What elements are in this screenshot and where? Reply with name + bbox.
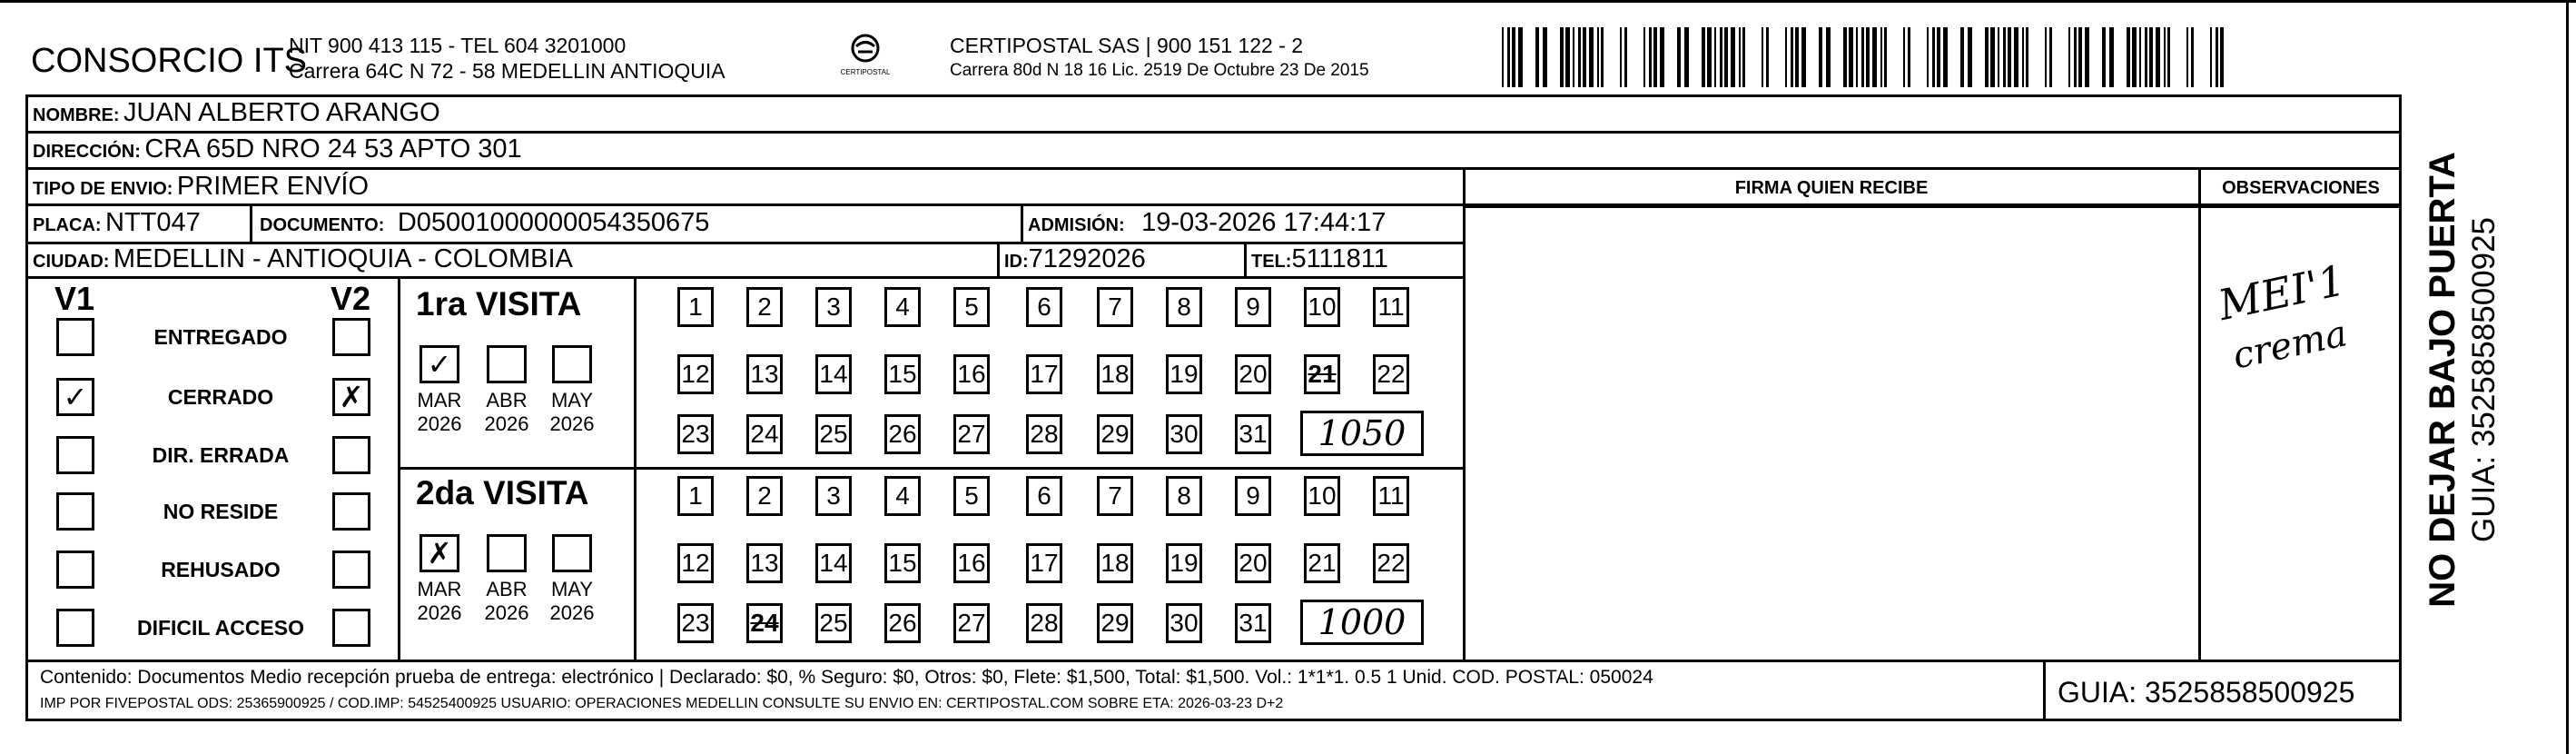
day-box[interactable]: 22 (1373, 354, 1409, 394)
barcode-bar (2210, 27, 2212, 87)
id-cell (1004, 244, 1146, 274)
barcode-bar (1677, 27, 1681, 87)
barcode-bar (1660, 27, 1664, 87)
day-box[interactable]: 10 (1304, 287, 1340, 327)
admision-value: 19-03-2026 17:44:17 (1141, 208, 1387, 237)
month-label: ABR (486, 578, 528, 600)
day-box[interactable]: 10 (1304, 476, 1340, 516)
year-label: 2026 (484, 412, 529, 435)
month-label: ABR (486, 389, 528, 412)
month-checkbox[interactable] (487, 345, 527, 383)
barcode-bar (2045, 27, 2047, 87)
status-div (398, 278, 400, 661)
day-box[interactable]: 30 (1166, 414, 1202, 454)
day-box[interactable]: 12 (677, 354, 714, 394)
barcode-bar (2149, 27, 2153, 87)
day-box[interactable]: 2 (746, 287, 783, 327)
barcode-bar (2127, 27, 2130, 87)
barcode-bar (2085, 27, 2089, 87)
observaciones-handwritten-line-2: crema (2229, 313, 2351, 378)
day-box[interactable]: 12 (677, 543, 714, 583)
day-box[interactable]: 14 (815, 354, 852, 394)
barcode-bar (1742, 27, 1745, 87)
page-frame-top (0, 0, 2576, 3)
status-label: DIR. ERRADA (152, 443, 290, 467)
barcode-bar (1560, 27, 1564, 87)
hour-box[interactable]: 1050 (1300, 411, 1424, 456)
year-label: 2026 (417, 601, 462, 624)
month-checkbox[interactable] (487, 534, 527, 572)
barcode-bar (1565, 27, 1570, 87)
row5-div-2 (1244, 243, 1247, 278)
col-line-obs (2198, 167, 2201, 661)
day-box[interactable]: 27 (953, 603, 990, 643)
side-text (2415, 118, 2524, 645)
carrier-line-1: CERTIPOSTAL SAS | 900 151 122 - 2 (950, 34, 1304, 57)
barcode-bar (1801, 27, 1806, 87)
carrier-line-2: Carrera 80d N 18 16 Lic. 2519 De Octubre 23 De 2015 (950, 61, 1369, 80)
row-line-2 (25, 167, 2402, 170)
v1-checkbox[interactable] (56, 492, 94, 531)
day-box[interactable]: 21 (1304, 354, 1340, 394)
footer-line-1: Contenido: Documentos Medio recepción prueba de entrega: electrónico | Declarado: $0, % Seguro: $0, Otros: $0, Flete: $1,500, Total: $1,500. Vol.: 1*1*1. 0.5 1 Unid. COD. POSTAL: 050024 (40, 667, 1653, 688)
visit-title: 1ra VISITA (416, 285, 582, 322)
ciudad-value: MEDELLIN - ANTIOQUIA - COLOMBIA (113, 244, 573, 273)
month-label: MAY (550, 578, 594, 600)
barcode-bar (1960, 27, 1964, 87)
barcode-bar (1518, 27, 1523, 87)
barcode-bar (1702, 27, 1705, 87)
status-label: DIFICIL ACCESO (136, 616, 304, 640)
barcode-bar (1990, 27, 1995, 87)
day-box[interactable]: 11 (1373, 476, 1409, 516)
barcode-bar (1620, 27, 1622, 87)
day-box[interactable]: 25 (815, 414, 852, 454)
day-box[interactable]: 16 (953, 354, 990, 394)
year-label: 2026 (549, 601, 595, 624)
day-box[interactable]: 24 (746, 414, 783, 454)
barcode-bar (1943, 27, 1948, 87)
firma-header: FIRMA QUIEN RECIBE (1734, 178, 1929, 198)
barcode-bar (1884, 27, 1887, 87)
barcode-bar (2003, 27, 2006, 87)
status-label: ENTREGADO (153, 325, 288, 349)
barcode-bar (1512, 27, 1515, 87)
month-checkbox[interactable]: ✓ (419, 345, 459, 383)
footer-guia: GUIA: 3525858500925 (2058, 676, 2355, 709)
observaciones-handwritten (2208, 255, 2390, 378)
placa-value: NTT047 (105, 208, 201, 237)
calendar-div (634, 278, 637, 661)
observaciones-handwritten-line-1: MEI'1 (2214, 255, 2350, 331)
barcode-bar (1597, 27, 1599, 87)
day-box[interactable]: 23 (677, 414, 714, 454)
barcode-bar (2102, 27, 2106, 87)
barcode-bar (2008, 27, 2011, 87)
day-box[interactable]: 28 (1026, 603, 1062, 643)
barcode-bar (2186, 27, 2188, 87)
documento-value: D05001000000054350675 (397, 208, 710, 237)
day-box[interactable]: 7 (1097, 476, 1133, 516)
row4-div-2 (1021, 205, 1023, 243)
day-box[interactable]: 4 (884, 287, 921, 327)
id-value: 71292026 (1028, 244, 1146, 273)
barcode-bar (1908, 27, 1910, 87)
status-label: REHUSADO (161, 558, 281, 581)
admision-cell (1028, 208, 1386, 238)
barcode-bar (1968, 27, 1972, 87)
day-box[interactable]: 7 (1097, 287, 1133, 327)
month-label: MAR (417, 578, 462, 600)
day-box[interactable]: 6 (1026, 476, 1062, 516)
barcode-bar (1720, 27, 1722, 87)
barcode-bar (1872, 27, 1877, 87)
admision-label: ADMISIÓN: (1028, 215, 1125, 235)
barcode-bar (1932, 27, 1935, 87)
day-box[interactable]: 1 (677, 287, 714, 327)
day-box[interactable]: 2 (746, 476, 783, 516)
barcode-bar (1762, 27, 1763, 87)
row-line-1 (25, 131, 2402, 134)
status-label: NO RESIDE (163, 500, 279, 523)
id-label: ID: (1004, 252, 1029, 272)
day-box[interactable]: 15 (884, 354, 921, 394)
day-box[interactable]: 5 (953, 287, 990, 327)
day-box[interactable]: 31 (1235, 603, 1271, 643)
month-checkbox[interactable]: ✗ (419, 534, 459, 572)
day-box[interactable]: 4 (884, 476, 921, 516)
barcode-bar (1653, 27, 1657, 87)
status-label: CERRADO (167, 385, 274, 409)
documento-cell (260, 208, 709, 238)
barcode-bar (1849, 27, 1853, 87)
day-box[interactable]: 9 (1235, 287, 1271, 327)
barcode-bar (1684, 27, 1689, 87)
barcode-bar (1795, 27, 1799, 87)
day-box[interactable]: 19 (1166, 543, 1202, 583)
v2-checkbox[interactable] (332, 492, 370, 531)
day-box[interactable]: 25 (815, 603, 852, 643)
barcode-bar (1819, 27, 1822, 87)
barcode-bar (2068, 27, 2070, 87)
barcode-bar (1502, 27, 1504, 87)
day-box[interactable]: 11 (1373, 287, 1409, 327)
barcode-bar (1866, 27, 1870, 87)
barcode-bar (1880, 27, 1882, 87)
hour-box[interactable]: 1000 (1300, 600, 1424, 645)
day-box[interactable]: 29 (1097, 414, 1133, 454)
barcode-bar (2156, 27, 2160, 87)
day-box[interactable]: 5 (953, 476, 990, 516)
day-box[interactable]: 30 (1166, 603, 1202, 643)
barcode-bar (1535, 27, 1539, 87)
barcode-bar (1643, 27, 1645, 87)
side-warning: NO DEJAR BAJO PUERTA (2423, 152, 2462, 608)
day-box[interactable]: 26 (884, 603, 921, 643)
day-box[interactable]: 27 (953, 414, 990, 454)
direccion-row (33, 134, 522, 164)
barcode-bar (1856, 27, 1858, 87)
barcode-bar (1903, 27, 1905, 87)
barcode-bar (1785, 27, 1787, 87)
v2-checkbox[interactable]: ✗ (332, 378, 370, 416)
nombre-label: NOMBRE: (33, 105, 120, 125)
visit-div (398, 467, 1466, 470)
barcode-bar (2167, 27, 2170, 87)
day-box[interactable]: 22 (1373, 543, 1409, 583)
day-box[interactable]: 21 (1304, 543, 1340, 583)
barcode-bar (1985, 27, 1989, 87)
row5-div-1 (997, 243, 1000, 278)
tel-label: TEL: (1251, 252, 1292, 272)
barcode-bar (1578, 27, 1581, 87)
day-box[interactable]: 31 (1235, 414, 1271, 454)
barcode-bar (1927, 27, 1929, 87)
day-box[interactable]: 29 (1097, 603, 1133, 643)
v1-checkbox[interactable] (56, 609, 94, 647)
v1-checkbox[interactable] (56, 318, 94, 356)
v1-checkbox[interactable] (56, 551, 94, 589)
year-label: 2026 (549, 412, 595, 435)
barcode-bar (2109, 27, 2114, 87)
nombre-value: JUAN ALBERTO ARANGO (123, 98, 440, 127)
day-box[interactable]: 8 (1166, 476, 1202, 516)
v1-header: V1 (54, 280, 95, 317)
nombre-row (33, 98, 440, 128)
barcode-bar (2164, 27, 2166, 87)
barcode-bar (1826, 27, 1831, 87)
v2-header: V2 (331, 280, 371, 317)
barcode-bar (2220, 27, 2224, 87)
barcode-bar (2022, 27, 2024, 87)
placa-cell (33, 208, 201, 238)
page-frame-right (2566, 0, 2569, 754)
certipostal-logo-icon (847, 33, 883, 64)
month-checkbox[interactable] (552, 345, 592, 383)
col-line-firma (1463, 167, 1466, 661)
day-box[interactable]: 3 (815, 287, 852, 327)
day-box[interactable]: 13 (746, 543, 783, 583)
day-box[interactable]: 3 (815, 476, 852, 516)
company-line-1: NIT 900 413 115 - TEL 604 3201000 (289, 34, 627, 57)
tel-cell (1251, 244, 1388, 274)
tipo-value: PRIMER ENVÍO (176, 172, 370, 201)
barcode-bar (1843, 27, 1847, 87)
barcode-bar (2139, 27, 2141, 87)
ciudad-cell (33, 244, 573, 274)
month-label: MAY (550, 389, 594, 412)
day-box[interactable]: 20 (1235, 354, 1271, 394)
barcode-bar (1714, 27, 1716, 87)
company-line-2: Carrera 64C N 72 - 58 MEDELLIN ANTIOQUIA (289, 59, 725, 83)
logo-text: CERTIPOSTAL (840, 68, 891, 76)
ciudad-label: CIUDAD: (33, 252, 110, 272)
v2-checkbox[interactable] (332, 318, 370, 356)
company-name: CONSORCIO ITS (31, 42, 308, 80)
v2-checkbox[interactable] (332, 609, 370, 647)
barcode-bar (1601, 27, 1604, 87)
documento-label: DOCUMENTO: (260, 215, 385, 235)
month-checkbox[interactable] (552, 534, 592, 572)
day-box[interactable]: 9 (1235, 476, 1271, 516)
day-box[interactable]: 17 (1026, 543, 1062, 583)
year-label: 2026 (417, 412, 462, 435)
day-box[interactable]: 23 (677, 603, 714, 643)
day-box[interactable]: 15 (884, 543, 921, 583)
placa-label: PLACA: (33, 215, 102, 235)
day-box[interactable]: 1 (677, 476, 714, 516)
day-box[interactable]: 20 (1235, 543, 1271, 583)
footer-line-2: IMP POR FIVEPOSTAL ODS: 25365900925 / COD.IMP: 54525400925 USUARIO: OPERACIONES MEDELLIN CONSULTE SU ENVIO EN: CERTIPOSTAL.COM SOBRE ETA: 2026-03-23 D+2 (40, 696, 1284, 711)
barcode-bar (2049, 27, 2052, 87)
barcode (1500, 27, 2226, 87)
barcode-bar (1724, 27, 1728, 87)
day-box[interactable]: 28 (1026, 414, 1062, 454)
observaciones-header: OBSERVACIONES (2222, 178, 2380, 198)
barcode-bar (1573, 27, 1574, 87)
barcode-bar (1739, 27, 1741, 87)
v1-checkbox[interactable] (56, 436, 94, 474)
day-box[interactable]: 13 (746, 354, 783, 394)
barcode-bar (1649, 27, 1652, 87)
barcode-bar (2145, 27, 2147, 87)
day-box[interactable]: 24 (746, 603, 783, 643)
v2-checkbox[interactable] (332, 551, 370, 589)
tel-value: 5111811 (1291, 244, 1388, 273)
v1-checkbox[interactable]: ✓ (56, 378, 94, 416)
tipo-label: TIPO DE ENVIO: (33, 179, 173, 199)
firma-header-underline (1464, 205, 2402, 208)
barcode-bar (1937, 27, 1940, 87)
barcode-bar (1861, 27, 1864, 87)
barcode-bar (2014, 27, 2018, 87)
barcode-graphic (1500, 27, 2226, 87)
day-box[interactable]: 19 (1166, 354, 1202, 394)
barcode-bar (1707, 27, 1712, 87)
footer-div (2043, 660, 2046, 721)
barcode-bar (2074, 27, 2077, 87)
day-box[interactable]: 8 (1166, 287, 1202, 327)
barcode-bar (2026, 27, 2028, 87)
barcode-bar (1624, 27, 1627, 87)
barcode-bar (1507, 27, 1510, 87)
day-box[interactable]: 26 (884, 414, 921, 454)
certipostal-logo (834, 33, 897, 84)
barcode-bar (1791, 27, 1793, 87)
side-guia: GUIA: 3525858500925 (2466, 216, 2502, 543)
day-box[interactable]: 6 (1026, 287, 1062, 327)
tipo-row (33, 172, 369, 202)
barcode-bar (1766, 27, 1769, 87)
row4-div-1 (250, 205, 252, 243)
year-label: 2026 (484, 601, 529, 624)
barcode-bar (2078, 27, 2082, 87)
barcode-bar (1543, 27, 1547, 87)
v2-checkbox[interactable] (332, 436, 370, 474)
direccion-label: DIRECCIÓN: (33, 142, 141, 162)
day-box[interactable]: 16 (953, 543, 990, 583)
month-label: MAR (417, 389, 462, 412)
barcode-bar (2132, 27, 2137, 87)
direccion-value: CRA 65D NRO 24 53 APTO 301 (144, 134, 522, 164)
barcode-bar (1583, 27, 1586, 87)
visit-title: 2da VISITA (416, 474, 589, 511)
barcode-bar (1731, 27, 1735, 87)
day-box[interactable]: 14 (815, 543, 852, 583)
day-box[interactable]: 17 (1026, 354, 1062, 394)
day-box[interactable]: 18 (1097, 543, 1133, 583)
barcode-bar (2216, 27, 2218, 87)
barcode-bar (1589, 27, 1594, 87)
barcode-bar (1998, 27, 1999, 87)
day-box[interactable]: 18 (1097, 354, 1133, 394)
barcode-bar (2191, 27, 2194, 87)
